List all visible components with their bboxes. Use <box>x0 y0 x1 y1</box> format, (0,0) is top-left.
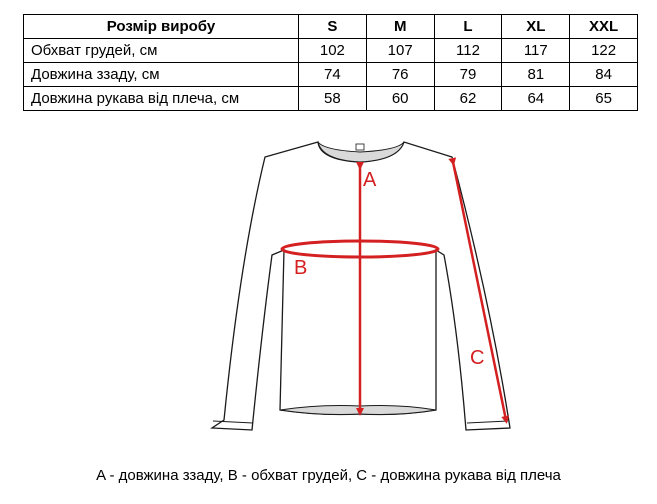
table-cell: 76 <box>366 63 434 87</box>
table-cell: 74 <box>299 63 367 87</box>
hem-band <box>280 406 436 415</box>
table-cell: 79 <box>434 63 502 87</box>
header-xl: XL <box>502 15 570 39</box>
row-label: Довжина ззаду, см <box>24 63 299 87</box>
table-cell: 81 <box>502 63 570 87</box>
table-cell: 112 <box>434 39 502 63</box>
table-cell: 64 <box>502 87 570 111</box>
table-cell: 102 <box>299 39 367 63</box>
row-label: Обхват грудей, см <box>24 39 299 63</box>
label-a: A <box>363 169 377 191</box>
table-cell: 122 <box>570 39 638 63</box>
table-cell: 65 <box>570 87 638 111</box>
header-m: M <box>366 15 434 39</box>
table-cell: 117 <box>502 39 570 63</box>
header-xxl: XXL <box>570 15 638 39</box>
header-size: Розмір виробу <box>24 15 299 39</box>
table-cell: 62 <box>434 87 502 111</box>
table-cell: 107 <box>366 39 434 63</box>
header-l: L <box>434 15 502 39</box>
size-tag <box>356 144 364 150</box>
caption: A - довжина ззаду, B - обхват грудей, C - довжина рукава від плеча <box>96 467 561 484</box>
label-b: B <box>294 257 308 279</box>
row-label: Довжина рукава від плеча, см <box>24 87 299 111</box>
header-s: S <box>299 15 367 39</box>
table-cell: 60 <box>366 87 434 111</box>
table-cell: 84 <box>570 63 638 87</box>
label-c: C <box>470 347 485 369</box>
table-cell: 58 <box>299 87 367 111</box>
